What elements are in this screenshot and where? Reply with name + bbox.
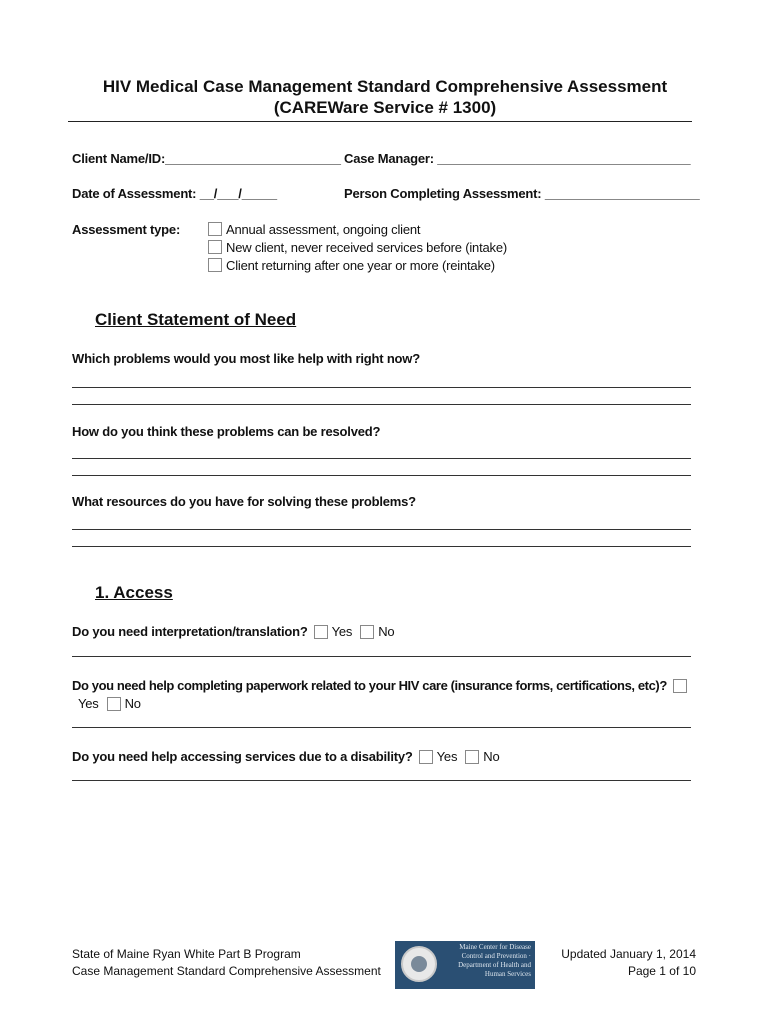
statement-question-1: Which problems would you most like help with right now? [72, 351, 420, 366]
date-of-assessment-field[interactable]: Date of Assessment: __/___/_____ [72, 186, 277, 201]
person-completing-field[interactable]: Person Completing Assessment: ______________________ [344, 186, 700, 201]
statement-heading: Client Statement of Need [95, 310, 297, 329]
assessment-type-label: Assessment type: [72, 222, 181, 237]
option-new-client[interactable] [208, 238, 507, 256]
checkbox[interactable] [208, 258, 222, 272]
answer-line[interactable] [72, 727, 691, 728]
access-question-2-options [78, 696, 141, 711]
option-returning-client[interactable] [208, 256, 507, 274]
maine-cdc-logo [395, 941, 535, 989]
answer-line[interactable] [72, 546, 691, 547]
checkbox[interactable] [208, 240, 222, 254]
statement-question-2: How do you think these problems can be resolved? [72, 424, 381, 439]
answer-line[interactable] [72, 475, 691, 476]
option-label: Annual assessment, ongoing client [226, 221, 421, 237]
access-question-3-row [72, 749, 499, 764]
footer-updated-date: Updated January 1, 2014 [561, 947, 696, 961]
answer-line[interactable] [72, 656, 691, 657]
yes-label: Yes [331, 624, 353, 639]
answer-line[interactable] [72, 387, 691, 388]
yes-label: Yes [78, 696, 99, 711]
no-checkbox[interactable] [107, 697, 121, 711]
option-annual[interactable] [208, 220, 507, 238]
client-name-field[interactable]: Client Name/ID:_________________________ [72, 151, 341, 166]
title-divider [68, 121, 692, 122]
state-seal-icon [401, 946, 437, 982]
access-question-1: Do you need interpretation/translation? [72, 624, 308, 639]
no-checkbox[interactable] [465, 750, 479, 764]
access-question-1-row [72, 624, 394, 639]
no-label: No [378, 624, 395, 639]
no-checkbox[interactable] [360, 625, 374, 639]
answer-line[interactable] [72, 529, 691, 530]
footer-program: State of Maine Ryan White Part B Program [72, 947, 301, 961]
page-title: HIV Medical Case Management Standard Comprehensive Assessment [102, 77, 668, 96]
option-label: New client, never received services before (intake) [226, 239, 507, 255]
access-heading: 1. Access [95, 583, 173, 602]
checkbox[interactable] [673, 679, 687, 693]
seal-center [411, 956, 427, 972]
logo-text: Maine Center for Disease Control and Prevention · Department of Health and Human Services [458, 943, 531, 978]
case-manager-field[interactable]: Case Manager: ____________________________________ [344, 151, 691, 166]
access-question-2: Do you need help completing paperwork related to your HIV care (insurance forms, certifications, etc)? [72, 678, 667, 693]
access-question-2-row [72, 678, 687, 693]
footer-page-number: Page 1 of 10 [627, 964, 696, 978]
answer-line[interactable] [72, 458, 691, 459]
access-question-3: Do you need help accessing services due to a disability? [72, 749, 413, 764]
answer-line[interactable] [72, 780, 691, 781]
footer-document-name: Case Management Standard Comprehensive Assessment [72, 964, 381, 978]
no-label: No [483, 749, 500, 764]
yes-checkbox[interactable] [419, 750, 433, 764]
statement-question-3: What resources do you have for solving these problems? [72, 494, 416, 509]
assessment-type-options [208, 220, 507, 274]
yes-label: Yes [436, 749, 458, 764]
option-label: Client returning after one year or more (reintake) [226, 257, 495, 273]
yes-checkbox[interactable] [314, 625, 328, 639]
no-label: No [124, 696, 141, 711]
answer-line[interactable] [72, 404, 691, 405]
checkbox[interactable] [208, 222, 222, 236]
page-subtitle: (CAREWare Service # 1300) [273, 98, 497, 117]
